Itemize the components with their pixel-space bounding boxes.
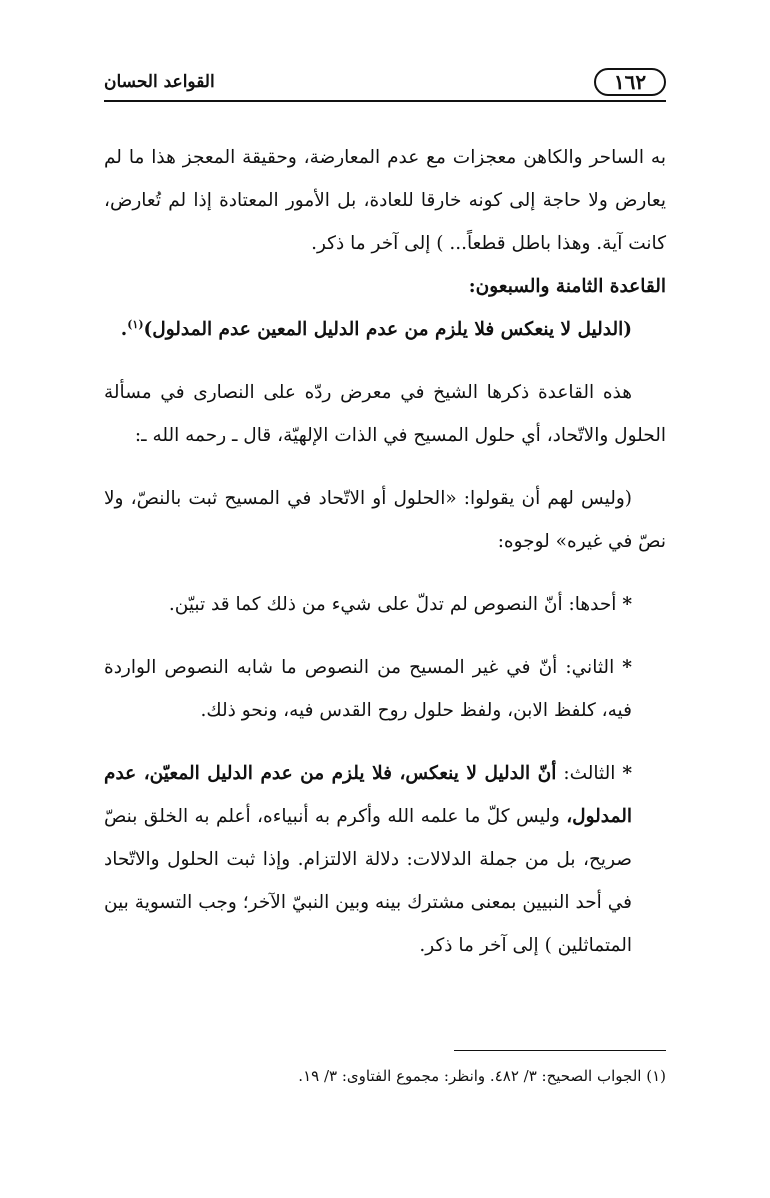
bullet-first xyxy=(104,583,666,626)
bullet-label: الثالث: xyxy=(563,763,616,784)
bullet-bold-text: أنّ الدليل لا ينعكس، فلا يلزم من عدم الدليل المعيّن، عدم المدلول، xyxy=(104,763,632,827)
bullet-text: أنّ في غير المسيح من النصوص ما شابه النصوص الواردة فيه، كلفظ الابن، ولفظ حلول روح القدس فيه، ونحو ذلك. xyxy=(104,657,632,721)
bullet-star: * xyxy=(622,594,632,615)
rule-heading: القاعدة الثامنة والسبعون: xyxy=(468,276,666,297)
paragraph-explanation: هذه القاعدة ذكرها الشيخ في معرض ردّه على النصارى في مسألة الحلول والاتّحاد، أي حلول المسيح في الذات الإلهيّة، قال ـ رحمه الله ـ: xyxy=(104,382,666,446)
bullet-label: الثاني: xyxy=(565,657,615,678)
footnote: (١) الجواب الصحيح: ٣/ ٤٨٢. وانظر: مجموع الفتاوى: ٣/ ١٩. xyxy=(298,1067,666,1085)
paragraph-quote-intro: (وليس لهم أن يقولوا: «الحلول أو الاتّحاد في المسيح ثبت بالنصّ، ولا نصّ في غيره» لوجوه: xyxy=(104,488,666,552)
bullet-second xyxy=(104,646,666,732)
footnote-ref: (١) xyxy=(127,317,144,331)
bullet-star: * xyxy=(622,763,633,784)
bullet-text: وليس كلّ ما علمه الله وأكرم به أنبياءه، أعلم به الخلق بنصّ صريح، بل من جملة الدلالات: دلالة الالتزام. وإذا ثبت الحلول والاتّحاد في أحد النبيين بمعنى مشترك بينه وبين النبيّ الآخر؛ وجب التسوية بين المتماثلين ) إلى آخر ما ذكر. xyxy=(104,806,632,956)
rule-end: . xyxy=(120,319,128,340)
rule-statement xyxy=(104,308,666,351)
bullet-star: * xyxy=(622,657,632,678)
bullet-text: أنّ النصوص لم تدلّ على شيء من ذلك كما قد تبيّن. xyxy=(168,594,563,615)
page-header xyxy=(104,66,666,100)
running-title: القواعد الحسان xyxy=(104,72,215,92)
header-rule xyxy=(104,100,666,102)
main-text xyxy=(104,136,666,967)
rule-text: (الدليل لا ينعكس فلا يلزم من عدم الدليل المعين عدم المدلول) xyxy=(143,319,632,340)
page-number: ١٦٢ xyxy=(594,68,666,96)
paragraph-continuation: به الساحر والكاهن معجزات مع عدم المعارضة، وحقيقة المعجز هذا ما لم يعارض ولا حاجة إلى كونه خارقا للعادة، بل الأمور المعتادة إذا لم تُعارض، كانت آية. وهذا باطل قطعاً... ) إلى آخر ما ذكر. xyxy=(104,147,666,254)
footnote-rule xyxy=(454,1050,666,1051)
bullet-third xyxy=(104,752,666,967)
bullet-label: أحدها: xyxy=(568,594,617,615)
